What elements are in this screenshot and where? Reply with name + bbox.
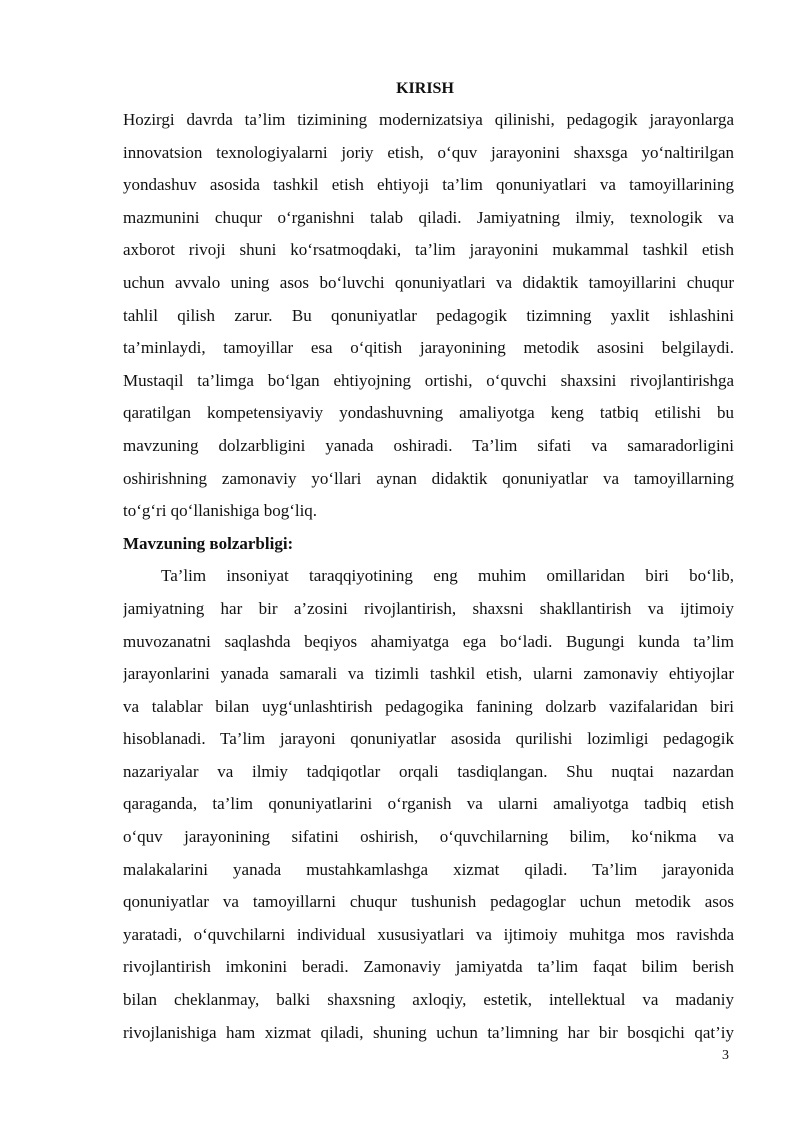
text-line: hisoblanadi. Ta’lim jarayoni qonuniyatlar asosida qurilishi lozimligi pedagogik — [123, 729, 734, 749]
text-line: ta’minlaydi, tamoyillar esa o‘qitish jarayonining metodik asosini belgilaydi. — [123, 338, 734, 358]
text-line: qaratilgan kompetensiyaviy yondashuvning amaliyotga keng tatbiq etilishi bu — [123, 403, 734, 423]
text-line: bilan cheklanmay, balki shaxsning axloqiy, estetik, intellektual va madaniy — [123, 990, 734, 1010]
page-number: 3 — [722, 1048, 729, 1063]
text-line: rivojlantirish imkonini beradi. Zamonaviy jamiyatda ta’lim faqat bilim berish — [123, 957, 734, 977]
document-body — [123, 106, 734, 1051]
text-line: muvozanatni saqlashda beqiyos ahamiyatga ega bo‘ladi. Bugungi kunda ta’lim — [123, 631, 734, 651]
text-line: yaratadi, o‘quvchilarni individual xususiyatlari va ijtimoiy muhitga mos ravishda — [123, 924, 734, 944]
text-line: oshirishning zamonaviy yo‘llari aynan didaktik qonuniyatlar va tamoyillarning — [123, 468, 734, 488]
text-line: qaraganda, ta’lim qonuniyatlarini o‘rganish va ularni amaliyotga tadbiq etish — [123, 794, 734, 814]
text-line: nazariyalar va ilmiy tadqiqotlar orqali tasdiqlangan. Shu nuqtai nazardan — [123, 761, 734, 781]
text-line: malakalarini yanada mustahkamlashga xizmat qiladi. Ta’lim jarayonida — [123, 859, 734, 879]
text-line: yondashuv asosida tashkil etish ehtiyoji ta’lim qonuniyatlari va tamoyillarining — [123, 175, 734, 195]
text-line: Mustaqil ta’limga bo‘lgan ehtiyojning ortishi, o‘quvchi shaxsini rivojlantirishga — [123, 370, 734, 390]
document-title: KIRISH — [396, 80, 454, 97]
text-line: va talablar bilan uyg‘unlashtirish pedagogika fanining dolzarb vazifalaridan biri — [123, 696, 734, 716]
text-line: to‘g‘ri qo‘llanishiga bog‘liq. — [123, 501, 318, 521]
text-line: o‘quv jarayonining sifatini oshirish, o‘quvchilarning bilim, ko‘nikma va — [123, 827, 734, 847]
text-line: Ta’lim insoniyat taraqqiyotining eng muhim omillaridan biri bo‘lib, — [161, 566, 734, 586]
text-line: innovatsion texnologiyalarni joriy etish, o‘quv jarayonini shaxsga yo‘naltirilgan — [123, 142, 734, 162]
text-line: jamiyatning har bir a’zosini rivojlantirish, shaxsni shakllantirish va ijtimoiy — [123, 598, 734, 618]
text-line: Hozirgi davrda ta’lim tizimining modernizatsiya qilinishi, pedagogik jarayonlarga — [123, 110, 734, 129]
text-line: qonuniyatlar va tamoyillarni chuqur tushunish pedagoglar uchun metodik asos — [123, 892, 734, 912]
text-line: rivojlanishiga ham xizmat qiladi, shuning uchun ta’limning har bir bosqichi qat’iy — [123, 1022, 734, 1042]
text-line: tahlil qilish zarur. Bu qonuniyatlar pedagogik tizimning yaxlit ishlashini — [123, 305, 734, 325]
text-line: axborot rivoji shuni ko‘rsatmoqdaki, ta’lim jarayonini mukammal tashkil etish — [123, 240, 734, 260]
text-line: jarayonlarini yanada samarali va tizimli tashkil etish, ularni zamonaviy ehtiyojlar — [123, 664, 734, 684]
text-line: uchun avvalo uning asos bo‘luvchi qonuniyatlari va didaktik tamoyillarini chuqur — [123, 272, 734, 292]
text-line: mazmunini chuqur o‘rganishni talab qiladi. Jamiyatning ilmiy, texnologik va — [123, 207, 734, 227]
text-line: mavzuning dolzarbligini yanada oshiradi. Ta’lim sifati va samaradorligini — [123, 435, 734, 455]
section-heading: Mavzuning вolzarbligi: — [123, 533, 294, 553]
